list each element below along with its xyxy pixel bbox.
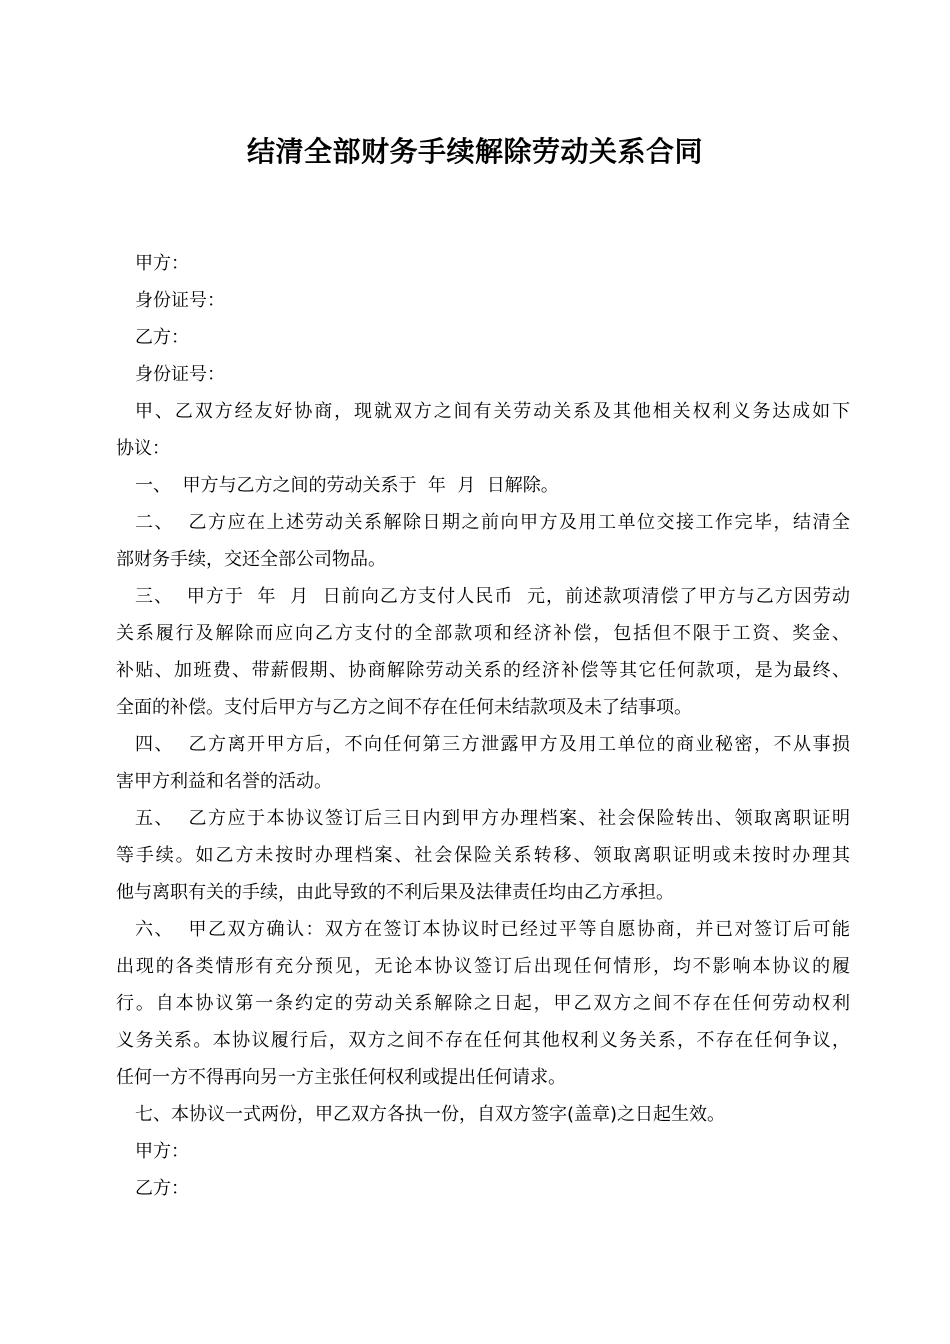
party-b-label: 乙方： (135, 327, 189, 348)
clause-5-line: 他与离职有关的手续，由此导致的不利后果及法律责任均由乙方承担。 (116, 882, 674, 903)
clause-3-line: 关系履行及解除而应向乙方支付的全部款项和经济补偿，包括但不限于工资、奖金、 (116, 623, 850, 644)
party-a-label: 甲方： (135, 253, 189, 274)
signature-party-b-label: 乙方： (135, 1178, 189, 1199)
clause-6-line: 六、 甲乙双方确认：双方在签订本协议时已经过平等自愿协商，并已对签订后可能 (135, 919, 850, 940)
clause-6-line: 出现的各类情形有充分预见，无论本协议签订后出现任何情形，均不影响本协议的履 (116, 956, 850, 977)
preamble-line: 协议： (116, 438, 170, 459)
document-title: 结清全部财务手续解除劳动关系合同 (246, 135, 703, 168)
document-body (116, 245, 850, 1207)
clause-7-line: 七、本协议一式两份，甲乙双方各执一份，自双方签字(盖章)之日起生效。 (135, 1104, 726, 1125)
clause-6-line: 义务关系。本协议履行后，双方之间不存在任何其他权利义务关系，不存在任何争议， (116, 1030, 850, 1051)
clause-4-line: 四、 乙方离开甲方后，不向任何第三方泄露甲方及用工单位的商业秘密，不从事损 (135, 734, 850, 755)
clause-6-line: 行。自本协议第一条约定的劳动关系解除之日起，甲乙双方之间不存在任何劳动权利 (116, 993, 850, 1014)
clause-3-line: 三、 甲方于 年 月 日前向乙方支付人民币 元，前述款项清偿了甲方与乙方因劳动 (135, 586, 850, 607)
clause-1-line: 一、 甲方与乙方之间的劳动关系于 年 月 日解除。 (135, 475, 559, 496)
clause-3-line: 补贴、加班费、带薪假期、协商解除劳动关系的经济补偿等其它任何款项，是为最终、 (116, 660, 850, 681)
preamble-line: 甲、乙双方经友好协商，现就双方之间有关劳动关系及其他相关权利义务达成如下 (135, 401, 850, 422)
clause-6-line: 任何一方不得再向另一方主张任何权利或提出任何请求。 (116, 1067, 566, 1088)
clause-4-line: 害甲方利益和名誉的活动。 (116, 771, 332, 792)
clause-2-line: 二、 乙方应在上述劳动关系解除日期之前向甲方及用工单位交接工作完毕，结清全 (135, 512, 850, 533)
party-b-id-label: 身份证号： (135, 364, 225, 385)
party-a-id-label: 身份证号： (135, 290, 225, 311)
clause-3-line: 全面的补偿。支付后甲方与乙方之间不存在任何未结款项及未了结事项。 (116, 697, 692, 718)
clause-5-line: 五、 乙方应于本协议签订后三日内到甲方办理档案、社会保险转出、领取离职证明 (135, 808, 850, 829)
clause-2-line: 部财务手续，交还全部公司物品。 (116, 549, 386, 570)
clause-5-line: 等手续。如乙方未按时办理档案、社会保险关系转移、领取离职证明或未按时办理其 (116, 845, 850, 866)
signature-party-a-label: 甲方： (135, 1141, 189, 1162)
